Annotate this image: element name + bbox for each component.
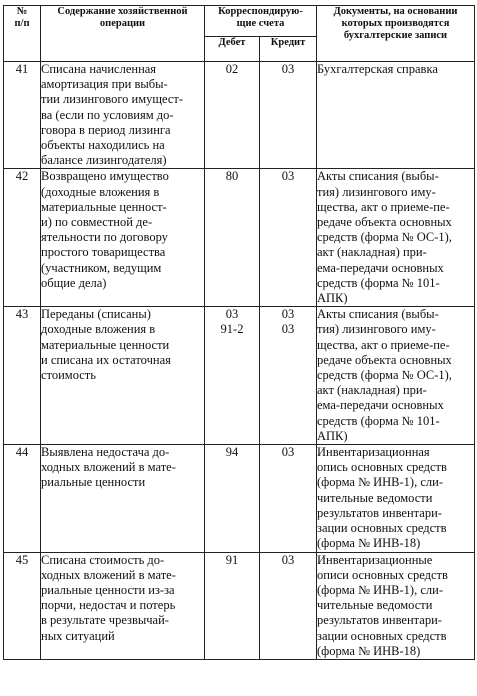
- operation-description: [41, 445, 205, 552]
- supporting-documents-line: тия) лизингового иму-: [317, 184, 436, 199]
- row-number: 45: [4, 552, 41, 659]
- row-number: 44: [4, 445, 41, 552]
- operation-description-line: в результате чрезвычай-: [41, 613, 169, 628]
- credit-account: [260, 62, 317, 169]
- table-body: [4, 62, 475, 660]
- debit-account: [205, 62, 260, 169]
- supporting-documents-line: средств (форма № ОС-1),: [317, 230, 452, 245]
- operation-description: [41, 169, 205, 307]
- debit-account-line: 02: [225, 62, 239, 76]
- column-header-documents: Документы, на основании которых производятся бухгалтерские записи: [317, 6, 475, 62]
- column-header-credit: Кредит: [260, 37, 317, 62]
- supporting-documents: [317, 169, 475, 307]
- supporting-documents-line: зации основных средств: [317, 628, 447, 643]
- credit-account-line: 03: [281, 62, 295, 76]
- table-row: [4, 169, 475, 307]
- debit-account: [205, 169, 260, 307]
- credit-account: [260, 307, 317, 445]
- credit-account: [260, 552, 317, 659]
- supporting-documents-line: (форма № ИНВ-1), сли-: [317, 582, 443, 597]
- supporting-documents-line: ема-передачи основных: [317, 260, 444, 275]
- operation-description-line: Переданы (списаны): [41, 307, 151, 322]
- operation-description-line: ходных вложений в мате-: [41, 460, 176, 475]
- supporting-documents-line: средств (форма № 101-: [317, 413, 440, 428]
- operation-description-line: Списана начисленная: [41, 62, 157, 76]
- debit-account-line: 94: [225, 445, 239, 460]
- debit-account-line: 91: [225, 552, 239, 567]
- supporting-documents-line: тия) лизингового иму-: [317, 322, 436, 337]
- column-header-debit: Дебет: [205, 37, 260, 62]
- supporting-documents-line: опись основных средств: [317, 460, 447, 475]
- supporting-documents-line: Акты списания (выбы-: [317, 307, 439, 322]
- operation-description-line: Выявлена недостача до-: [41, 445, 170, 460]
- supporting-documents-line: щества, акт о приеме-пе-: [317, 337, 450, 352]
- supporting-documents-line: редаче объекта основных: [317, 352, 452, 367]
- table-row: [4, 62, 475, 169]
- operation-description-line: общие дела): [41, 275, 107, 290]
- header-row: [4, 6, 475, 37]
- column-header-corresponding-accounts: Корреспондирую- щие счета: [205, 6, 317, 37]
- table-row: [4, 307, 475, 445]
- debit-account-line: 03: [225, 307, 239, 322]
- supporting-documents-line: результатов инвентари-: [317, 505, 442, 520]
- operation-description-line: ных ситуаций: [41, 628, 115, 643]
- supporting-documents-line: АПК): [317, 291, 348, 306]
- supporting-documents-line: Бухгалтерская справка: [317, 62, 438, 76]
- operation-description-line: ятельности по договору: [41, 230, 168, 245]
- supporting-documents-line: средств (форма № ОС-1),: [317, 368, 452, 383]
- credit-account-line: 03: [281, 169, 295, 184]
- supporting-documents-line: редаче объекта основных: [317, 215, 452, 230]
- supporting-documents-line: Инвентаризационная: [317, 445, 430, 460]
- supporting-documents: [317, 552, 475, 659]
- operation-description: [41, 307, 205, 445]
- supporting-documents-line: акт (накладная) при-: [317, 245, 427, 260]
- supporting-documents-line: ема-передачи основных: [317, 398, 444, 413]
- supporting-documents-line: (форма № ИНВ-18): [317, 643, 421, 658]
- supporting-documents-line: описи основных средств: [317, 567, 448, 582]
- operation-description-line: ва (если по условиям до-: [41, 107, 174, 122]
- operation-description: [41, 62, 205, 169]
- operation-description-line: Возвращено имущество: [41, 169, 169, 184]
- operation-description-line: материальные ценност-: [41, 199, 167, 214]
- operation-description-line: объекты находились на: [41, 138, 165, 153]
- accounting-entries-table: [3, 5, 475, 660]
- supporting-documents-line: результатов инвентари-: [317, 613, 442, 628]
- operation-description-line: (участником, ведущим: [41, 260, 162, 275]
- table-row: [4, 445, 475, 552]
- operation-description-line: говора в период лизинга: [41, 122, 171, 137]
- supporting-documents: [317, 307, 475, 445]
- operation-description-line: доходные вложения в: [41, 322, 156, 337]
- operation-description: [41, 552, 205, 659]
- credit-account-line: 03: [281, 307, 295, 322]
- column-header-number: № п/п: [4, 6, 41, 62]
- credit-account: [260, 169, 317, 307]
- debit-account-line: 91-2: [220, 322, 244, 337]
- operation-description-line: и) по совместной де-: [41, 215, 153, 230]
- supporting-documents: [317, 62, 475, 169]
- row-number: 41: [4, 62, 41, 169]
- supporting-documents-line: АПК): [317, 428, 348, 443]
- supporting-documents-line: средств (форма № 101-: [317, 275, 440, 290]
- operation-description-line: материальные ценности: [41, 337, 170, 352]
- row-number: 42: [4, 169, 41, 307]
- supporting-documents: [317, 445, 475, 552]
- operation-description-line: риальные ценности: [41, 475, 146, 490]
- supporting-documents-line: Акты списания (выбы-: [317, 169, 439, 184]
- supporting-documents-line: чительные ведомости: [317, 598, 433, 613]
- supporting-documents-line: (форма № ИНВ-1), сли-: [317, 475, 443, 490]
- table-row: [4, 552, 475, 659]
- operation-description-line: ходных вложений в мате-: [41, 567, 176, 582]
- supporting-documents-line: (форма № ИНВ-18): [317, 536, 421, 551]
- credit-account-line: 03: [281, 552, 295, 567]
- operation-description-line: порчи, недостач и потерь: [41, 598, 176, 613]
- supporting-documents-line: зации основных средств: [317, 521, 447, 536]
- operation-description-line: тии лизингового имущест-: [41, 92, 184, 107]
- debit-account: [205, 552, 260, 659]
- supporting-documents-line: чительные ведомости: [317, 490, 433, 505]
- credit-account-line: 03: [281, 445, 295, 460]
- operation-description-line: Списана стоимость до-: [41, 552, 165, 567]
- operation-description-line: (доходные вложения в: [41, 184, 160, 199]
- supporting-documents-line: щества, акт о приеме-пе-: [317, 199, 450, 214]
- supporting-documents-line: Инвентаризационные: [317, 552, 433, 567]
- operation-description-line: риальные ценности из-за: [41, 582, 175, 597]
- operation-description-line: стоимость: [41, 368, 96, 383]
- credit-account: [260, 445, 317, 552]
- column-header-operation: Содержание хозяйственной операции: [41, 6, 205, 62]
- supporting-documents-line: акт (накладная) при-: [317, 383, 427, 398]
- debit-account-line: 80: [225, 169, 239, 184]
- operation-description-line: и списана их остаточная: [41, 352, 171, 367]
- row-number: 43: [4, 307, 41, 445]
- operation-description-line: простого товарищества: [41, 245, 166, 260]
- debit-account: [205, 307, 260, 445]
- operation-description-line: балансе лизингодателя): [41, 153, 167, 168]
- operation-description-line: амортизация при выбы-: [41, 77, 168, 92]
- credit-account-line: 03: [281, 322, 295, 337]
- debit-account: [205, 445, 260, 552]
